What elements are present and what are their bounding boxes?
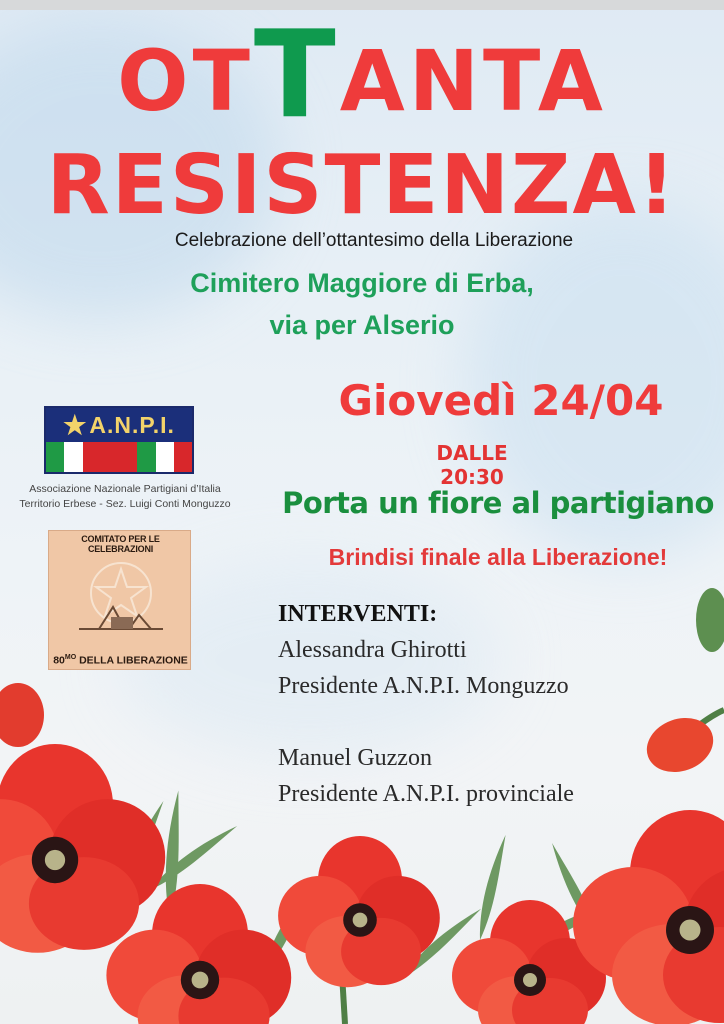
title-green-t: T (253, 6, 340, 145)
comitato-top-text: COMITATO PER LE CELEBRAZIONI (81, 534, 160, 554)
poppy-flower-icon (0, 744, 724, 1024)
speaker-1-name: Alessandra Ghirotti (278, 637, 467, 663)
speaker-1-role: Presidente A.N.P.I. Monguzzo (278, 673, 569, 699)
event-time: DALLE 20:30 (436, 441, 508, 489)
toast-text: Brindisi finale alla Liberazione! (328, 544, 668, 570)
poppy-flowers-decoration (0, 560, 724, 1024)
title-line-1: OTTANTA (117, 6, 607, 145)
anpi-flags (46, 442, 192, 472)
star-icon: ★ (63, 409, 88, 440)
anpi-caption: Associazione Nazionale Partigiani d’Italia Territorio Erbese - Sez. Luigi Conti Monguzzo (19, 483, 231, 510)
event-date: Giovedì 24/04 (338, 376, 664, 425)
speakers-heading: INTERVENTI: (278, 601, 438, 627)
top-bar (0, 0, 724, 10)
subtitle: Celebrazione dell’ottantesimo della Liberazione (174, 230, 574, 251)
title-line-2: RESISTENZA! (46, 138, 678, 233)
place-line-1: Cimitero Maggiore di Erba, (190, 268, 534, 298)
activity-text: Porta un fiore al partigiano (282, 486, 714, 520)
anpi-logo-text: A.N.P.I. (89, 411, 175, 438)
comitato-bottom-text: $80^{MO}$ DELLA LIBERAZIONE (53, 653, 188, 666)
speaker-2-name: Manuel Guzzon (278, 745, 432, 771)
speaker-2-role: Presidente A.N.P.I. provinciale (278, 781, 574, 807)
place-line-2: via per Alserio (269, 310, 455, 340)
anpi-logo (44, 406, 194, 474)
